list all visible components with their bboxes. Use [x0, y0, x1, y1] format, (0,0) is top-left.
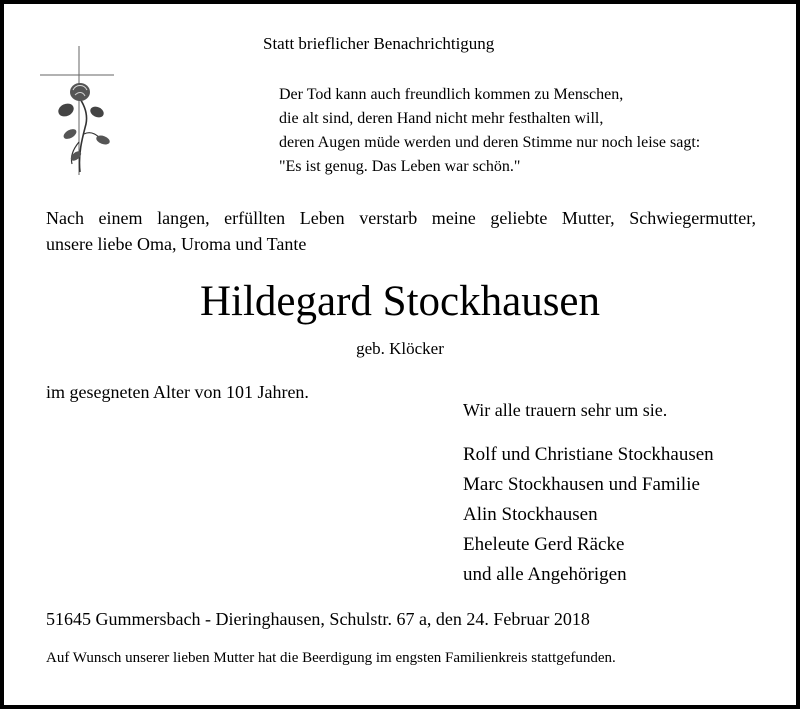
age-line: im gesegneten Alter von 101 Jahren. — [46, 382, 309, 402]
intro-line: unsere liebe Oma, Uroma und Tante — [46, 234, 307, 254]
poem-line: Der Tod kann auch freundlich kommen zu Menschen, — [279, 86, 624, 103]
family-member: Rolf und Christiane Stockhausen — [463, 444, 714, 465]
poem-line: die alt sind, deren Hand nicht mehr festhalten will, — [279, 110, 604, 127]
family-member: Marc Stockhausen und Familie — [463, 474, 700, 495]
family-member: Eheleute Gerd Räcke — [463, 534, 625, 555]
poem-line: deren Augen müde werden und deren Stimme nur noch leise sagt: — [279, 134, 701, 151]
intro-line: Nach einem langen, erfüllten Leben verstarb meine geliebte Mutter, Schwiegermutter, — [46, 208, 756, 228]
family-list — [463, 440, 714, 590]
cross-with-rose-icon — [40, 44, 118, 180]
intro-paragraph — [46, 205, 756, 257]
funeral-note: Auf Wunsch unserer lieben Mutter hat die Beerdigung im engsten Familienkreis stattgefunden. — [46, 650, 616, 666]
family-member: und alle Angehörigen — [463, 564, 627, 585]
poem-line: "Es ist genug. Das Leben war schön." — [279, 158, 521, 175]
poem — [279, 83, 700, 179]
mourning-line: Wir alle trauern sehr um sie. — [463, 400, 668, 420]
address-line: 51645 Gummersbach - Dieringhausen, Schulstr. 67 a, den 24. Februar 2018 — [46, 609, 590, 629]
family-member: Alin Stockhausen — [463, 504, 598, 525]
deceased-name: Hildegard Stockhausen — [199, 278, 601, 325]
birth-name: geb. Klöcker — [356, 339, 444, 358]
notice-heading: Statt brieflicher Benachrichtigung — [263, 34, 495, 53]
